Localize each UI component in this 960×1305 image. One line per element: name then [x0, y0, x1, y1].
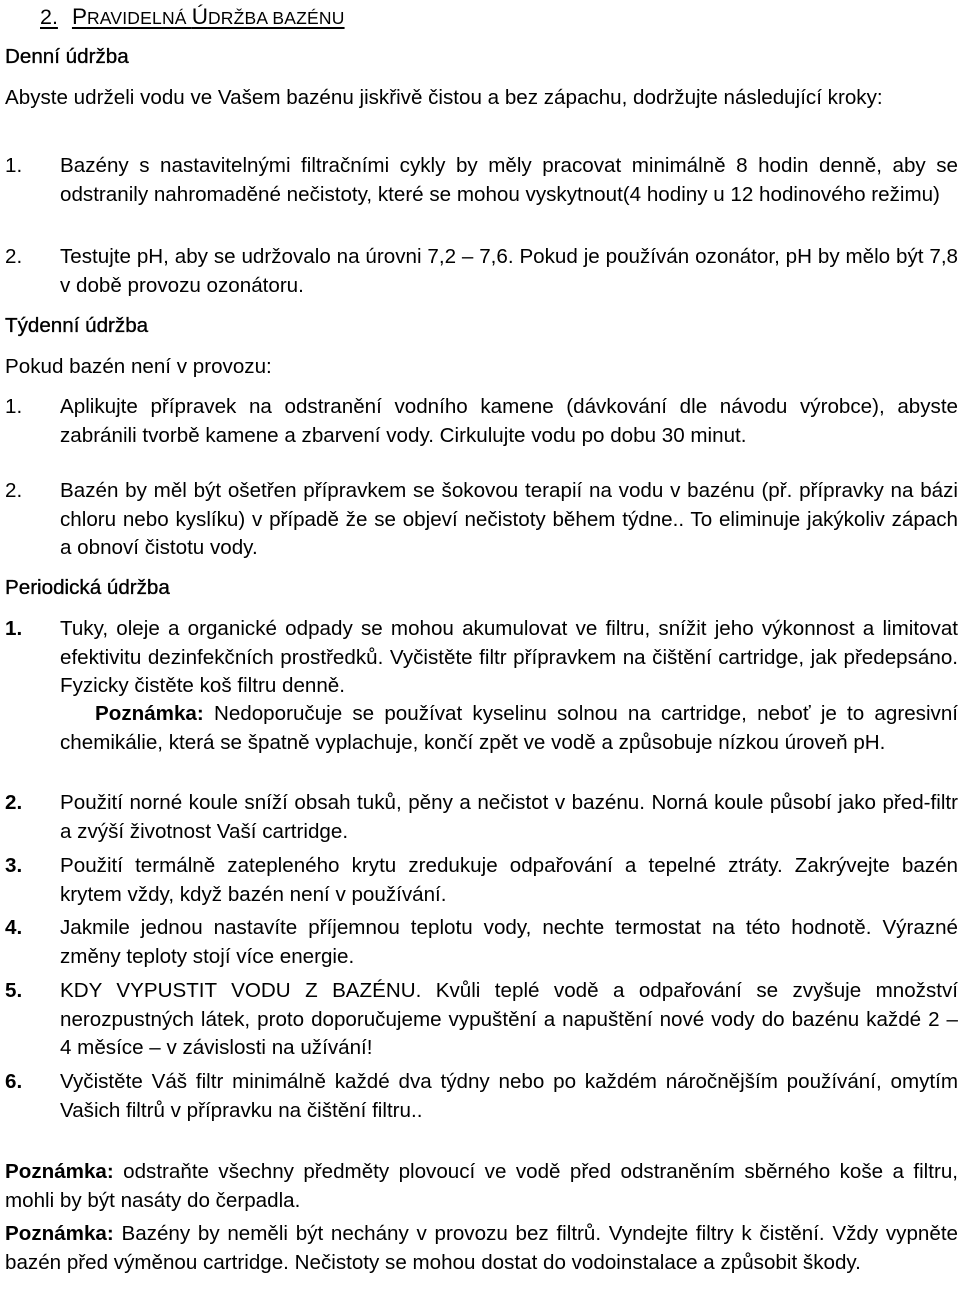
section-number: 2.	[40, 5, 58, 29]
note-label: Poznámka:	[5, 1160, 114, 1183]
note-2	[5, 1220, 958, 1277]
daily-heading: Denní údržba	[5, 45, 129, 68]
weekly-intro: Pokud bazén není v provozu:	[5, 355, 272, 378]
section-title-part-1: RAVIDELNÁ	[86, 8, 192, 28]
note-1	[5, 1158, 958, 1215]
weekly-item-2	[5, 477, 958, 563]
list-number: 3.	[5, 854, 23, 877]
list-number: 2.	[5, 245, 23, 268]
list-number: 2.	[5, 791, 23, 814]
list-text: Bazény s nastavitelnými filtračními cykly by měly pracovat minimálně 8 hodin denně, aby se odstranily nahromaděné nečistoty, které se mohou vyskytnout(4 hodiny u 12 hodinového režimu)	[60, 154, 958, 206]
list-number: 1.	[5, 154, 23, 177]
list-number: 4.	[5, 916, 23, 939]
list-number: 6.	[5, 1070, 23, 1093]
list-text: Jakmile jednou nastavíte příjemnou teplotu vody, nechte termostat na této hodnotě. Výrazné změny teploty stojí více energie.	[60, 916, 958, 968]
list-text: Použití norné koule sníží obsah tuků, pěny a nečistot v bazénu. Norná koule působí jako před-filtr a zvýší životnost Vaší cartridge.	[60, 791, 958, 843]
periodic-note	[5, 700, 958, 757]
list-text: Aplikujte přípravek na odstranění vodního kamene (dávkování dle návodu výrobce), abyste zabránili tvorbě kamene a zbarvení vody. Cirkulujte vodu po dobu 30 minut.	[60, 395, 958, 447]
periodic-item-4	[5, 914, 958, 971]
list-text: Použití termálně zatepleného krytu zredukuje odpařování a tepelné ztráty. Zakrývejte bazén krytem vždy, když bazén není v používání.	[60, 854, 958, 906]
daily-item-2	[5, 243, 958, 300]
section-title-part-2: DRŽBA BAZÉNU	[207, 8, 345, 28]
periodic-heading: Periodická údržba	[5, 576, 170, 599]
periodic-item-6	[5, 1068, 958, 1125]
list-number: 2.	[5, 479, 23, 502]
list-text: Testujte pH, aby se udržovalo na úrovni 7,2 – 7,6. Pokud je používán ozonátor, pH by mělo být 7,8 v době provozu ozonátoru.	[60, 245, 958, 297]
daily-item-1	[5, 152, 958, 209]
list-text: Bazén by měl být ošetřen přípravkem se šokovou terapií na vodu v bazénu (př. přípravky na bázi chloru nebo kyslíku) v případě že se objeví nečistoty během týdne.. To eliminuje jakýkoliv zápach a obnoví čistotu vody.	[60, 479, 958, 559]
weekly-item-1	[5, 393, 958, 450]
list-text: Vyčistěte Váš filtr minimálně každé dva týdny nebo po každém náročnějším používání, omytím Vašich filtrů v přípravku na čištění filtru..	[60, 1070, 958, 1122]
periodic-item-3	[5, 852, 958, 909]
list-number: 5.	[5, 979, 23, 1002]
note-text: Bazény by neměli být nechány v provozu bez filtrů. Vyndejte filtry k čistění. Vždy vypněte bazén před výměnou cartridge. Nečistoty se mohou dostat do vodoinstalace a způsobit škody.	[5, 1222, 958, 1274]
note-text: odstraňte všechny předměty plovoucí ve vodě před odstraněním sběrného koše a filtru, mohli by být nasáty do čerpadla.	[5, 1160, 958, 1212]
section-title	[40, 3, 345, 32]
note-paragraph	[60, 700, 958, 757]
list-text: Tuky, oleje a organické odpady se mohou akumulovat ve filtru, snížit jeho výkonnost a limitovat efektivitu dezinfekčních prostředků. Vyčistěte filtr přípravkem na čištění cartridge, jak předepsáno. Fyzicky čistěte koš filtru denně.	[60, 617, 958, 697]
section-title-letter-1: P	[71, 4, 87, 29]
weekly-heading: Týdenní údržba	[5, 314, 149, 337]
note-text: Nedoporučuje se používat kyselinu solnou na cartridge, neboť je to agresivní chemikálie, která se špatně vyplachuje, končí zpět ve vodě a způsobuje nízkou úroveň pH.	[60, 702, 958, 754]
periodic-item-5	[5, 977, 958, 1063]
periodic-item-2	[5, 789, 958, 846]
list-number: 1.	[5, 617, 23, 640]
section-title-letter-2: Ú	[191, 4, 208, 29]
list-number: 1.	[5, 395, 23, 418]
note-label: Poznámka:	[5, 1222, 114, 1245]
list-text: KDY VYPUSTIT VODU Z BAZÉNU. Kvůli teplé vodě a odpařování se zvyšuje množství nerozpustných látek, proto doporučujeme vypuštění a napuštění nové vody do bazénu každé 2 – 4 měsíce – v závislosti na užívání!	[60, 979, 958, 1059]
note-label: Poznámka:	[95, 702, 204, 725]
daily-intro: Abyste udrželi vodu ve Vašem bazénu jiskřivě čistou a bez zápachu, dodržujte následující kroky:	[5, 86, 883, 109]
periodic-item-1	[5, 615, 958, 701]
